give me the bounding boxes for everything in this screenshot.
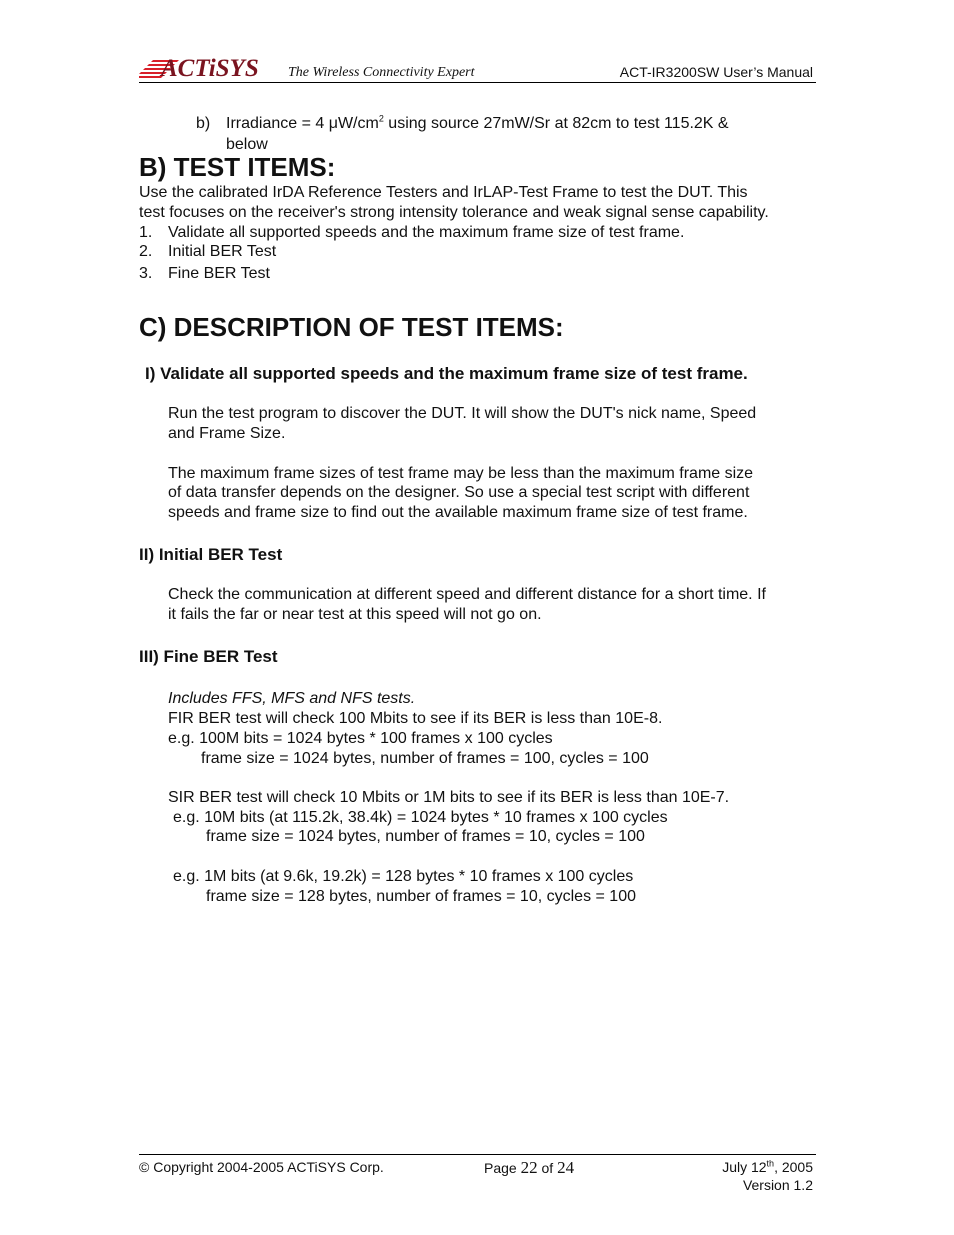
page-of: of — [537, 1160, 558, 1176]
page-label: Page — [484, 1160, 521, 1176]
list-number: 1. — [139, 224, 153, 241]
sub1-para2-line3: speeds and frame size to find out the available maximum frame size of test frame. — [168, 504, 748, 521]
irradiance-line-1 — [226, 114, 729, 134]
footer-date — [722, 1159, 813, 1175]
document-title: ACT-IR3200SW User’s Manual — [619, 64, 813, 80]
sub2-para-line2: it fails the far or near test at this speed will not go on. — [168, 606, 542, 623]
subsection-1-heading: I) Validate all supported speeds and the maximum frame size of test frame. — [145, 364, 748, 383]
irradiance-text: Irradiance = 4 μW/cm — [226, 115, 379, 132]
list-item-3: Fine BER Test — [168, 265, 270, 282]
sub3-fir: FIR BER test will check 100 Mbits to see if its BER is less than 10E-8. — [168, 710, 663, 727]
sub2-para-line1: Check the communication at different speed and different distance for a short time. If — [168, 586, 766, 603]
date-ordinal: th — [766, 1158, 775, 1169]
footer-version: Version 1.2 — [742, 1177, 813, 1193]
logo-text: ACTiSYS — [161, 55, 259, 82]
date-year: , 2005 — [774, 1159, 813, 1175]
footer-page-number — [484, 1158, 574, 1178]
sub3-sir-example-1: e.g. 10M bits (at 115.2k, 38.4k) = 1024 bytes * 10 frames x 100 cycles — [173, 809, 668, 826]
irradiance-text-cont: using source 27mW/Sr at 82cm to test 115.2K & — [383, 115, 729, 132]
irradiance-line-2: below — [226, 136, 268, 153]
date-text: July 12 — [722, 1159, 767, 1175]
subsection-2-heading: II) Initial BER Test — [139, 545, 283, 564]
header-divider — [139, 82, 816, 83]
sub3-sir-example-2: e.g. 1M bits (at 9.6k, 19.2k) = 128 bytes * 10 frames x 100 cycles — [173, 868, 634, 885]
section-b-heading: B) TEST ITEMS: — [139, 152, 336, 182]
sub1-para2-line1: The maximum frame sizes of test frame may be less than the maximum frame size — [168, 465, 754, 482]
list-number: 2. — [139, 243, 153, 260]
footer-divider — [139, 1154, 816, 1155]
sub3-fir-detail: frame size = 1024 bytes, number of frames = 100, cycles = 100 — [201, 750, 649, 767]
section-b-intro-2: test focuses on the receiver's strong intensity tolerance and weak signal sense capability. — [139, 204, 769, 221]
sub3-sir: SIR BER test will check 10 Mbits or 1M bits to see if its BER is less than 10E-7. — [168, 789, 730, 806]
subsection-3-heading: III) Fine BER Test — [139, 647, 278, 666]
sub3-includes: Includes FFS, MFS and NFS tests. — [168, 690, 416, 707]
list-item-1: Validate all supported speeds and the maximum frame size of test frame. — [168, 224, 685, 241]
section-c-heading: C) DESCRIPTION OF TEST ITEMS: — [139, 312, 564, 342]
superscript-2: 2 — [378, 113, 384, 124]
list-number: 3. — [139, 265, 153, 282]
list-marker-b: b) — [196, 115, 211, 132]
sub1-para2-line2: of data transfer depends on the designer. So use a special test script with different — [168, 484, 750, 501]
page-total: 24 — [557, 1158, 575, 1177]
header-tagline: The Wireless Connectivity Expert — [288, 65, 475, 80]
footer-copyright: © Copyright 2004-2005 ACTiSYS Corp. — [139, 1159, 384, 1175]
sub3-sir-detail-2: frame size = 128 bytes, number of frames = 10, cycles = 100 — [206, 888, 636, 905]
sub3-sir-detail-1: frame size = 1024 bytes, number of frames = 10, cycles = 100 — [206, 828, 645, 845]
sub1-para1-line2: and Frame Size. — [168, 425, 286, 442]
sub3-fir-example: e.g. 100M bits = 1024 bytes * 100 frames x 100 cycles — [168, 730, 553, 747]
page-current: 22 — [520, 1158, 538, 1177]
list-item-2: Initial BER Test — [168, 243, 277, 260]
actisys-logo — [139, 54, 289, 82]
section-b-intro-1: Use the calibrated IrDA Reference Testers and IrLAP-Test Frame to test the DUT. This — [139, 184, 748, 201]
sub1-para1-line1: Run the test program to discover the DUT. It will show the DUT's nick name, Speed — [168, 405, 757, 422]
